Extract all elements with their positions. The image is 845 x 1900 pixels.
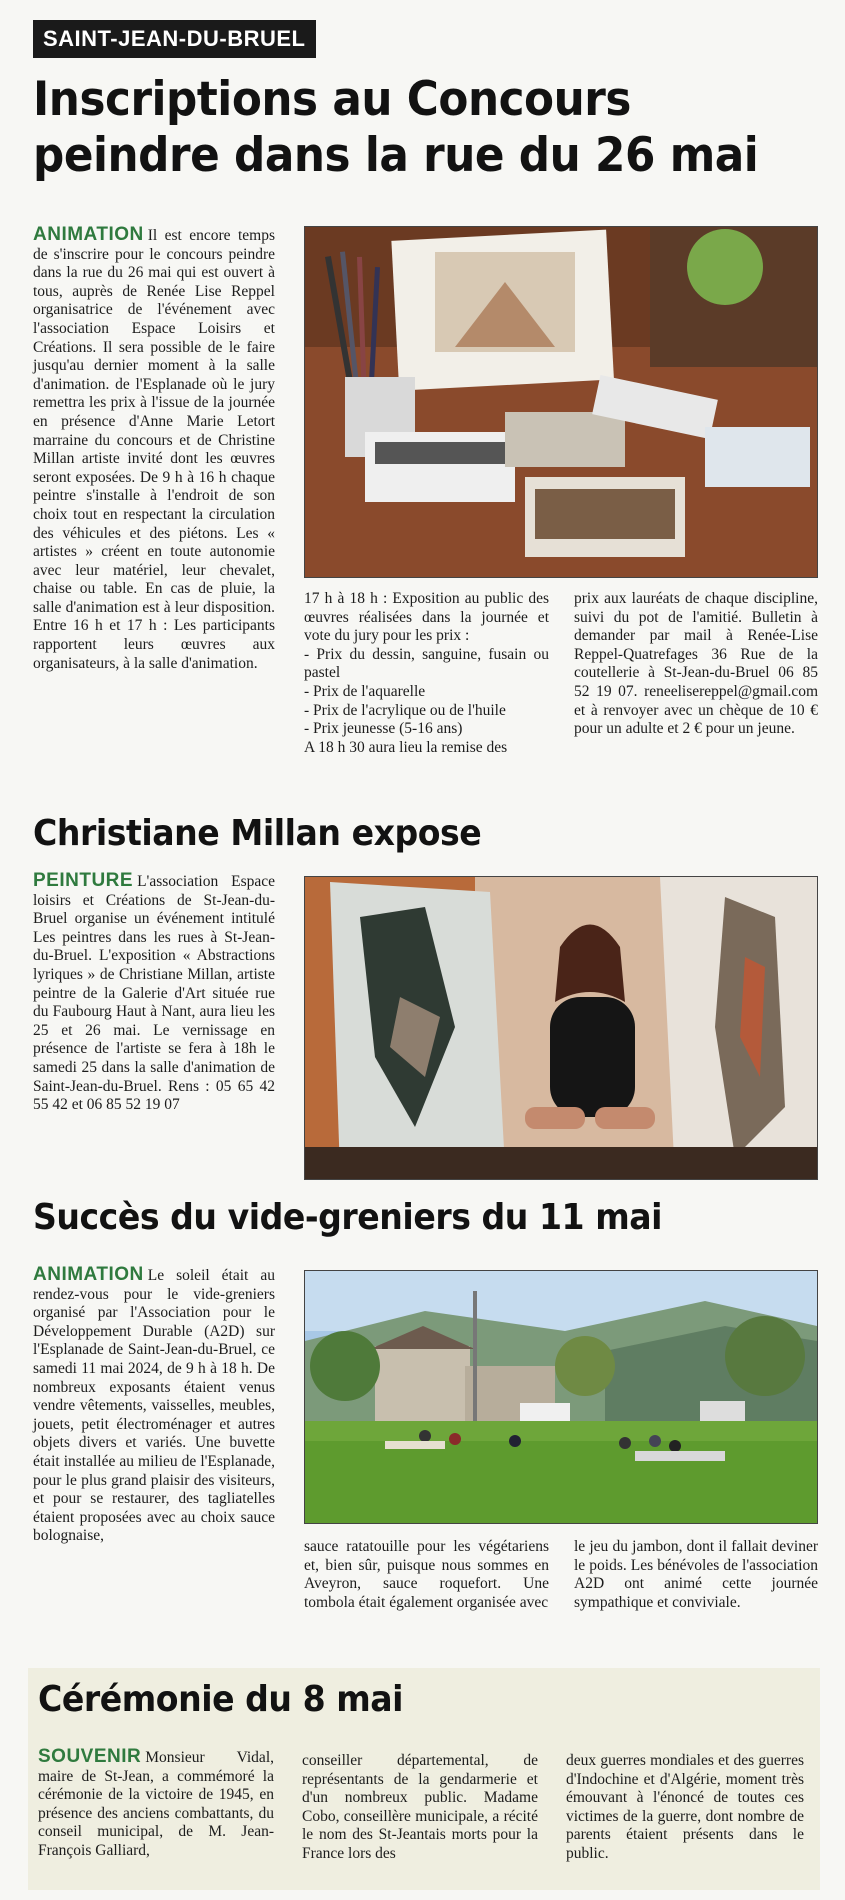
flea-market-image <box>305 1271 817 1523</box>
article4-kicker: SOUVENIR <box>38 1746 142 1767</box>
article2-kicker: PEINTURE <box>33 870 134 891</box>
article1-kicker: ANIMATION <box>33 224 144 245</box>
painting-supplies-image <box>305 227 817 577</box>
article3-col1-text: Le soleil était au rendez-vous pour le vide-greniers organisé par l'Association pour le Développement Durable (A2D) sur l'Esplanade de Saint-Jean-du-Bruel, ce samedi 11 mai 2024, de 9 h à 18 h. De nombreux exposants étaient venus vendre vêtements, vaisselles, meubles, jouets, petit électroménager et autres objets divers et variés. Une buvette était installée au milieu de l'Esplanade, pour le plus grand plaisir des visiteurs, et pour se restaurer, des tagliatelles étaient proposées avec au choix sauce bolognaise, <box>33 1267 275 1545</box>
article2-body <box>33 872 275 1115</box>
article1-col2 <box>304 590 549 757</box>
article2-body-text: L'association Espace loisirs et Créations de St-Jean-du-Bruel organise un événement intitulé Les peintres dans les rues à St-Jean-du-Bruel. L'exposition « Abstractions lyriques » de Christiane Millan, artiste peintre de la Galerie d'Art située rue du Faubourg Haut à Nant, aura lieu les 25 et 26 mai. Le vernissage en présence de l'artiste se fera à 18h le samedi 25 dans la salle d'animation de Saint-Jean-du-Bruel. Rens : 05 65 42 55 42 et 06 85 52 19 07 <box>33 873 275 1114</box>
article1-headline-line1: Inscriptions au Concours <box>33 72 631 127</box>
article3-headline: Succès du vide-greniers du 11 mai <box>33 1197 663 1238</box>
prize-item: - Prix jeunesse (5-16 ans) <box>304 720 463 738</box>
article4-col3: deux guerres mondiales et des guerres d'Indochine et d'Algérie, moment très émouvant à l'énoncé de toutes ces victimes de la guerre, dont nombre de parents étaient présents dans le public. <box>566 1752 804 1862</box>
article1-col2-end: A 18 h 30 aura lieu la remise des <box>304 738 508 756</box>
article4-col1 <box>38 1748 274 1861</box>
article3-col3: le jeu du jambon, dont il fallait deviner le poids. Les bénévoles de l'association A2D ont animé cette journée sympathique et conviviale. <box>574 1538 818 1611</box>
painting-supplies-photo <box>304 226 818 578</box>
article3-col1 <box>33 1266 275 1546</box>
article1-col3: prix aux lauréats de chaque discipline, suivi du pot de l'amitié. Bulletin à demander par mail à Renée-Lise Reppel-Quatrefages 36 Rue de la coutellerie à St-Jean-du-Bruel 06 85 52 19 07. reneelisereppel@gmail.com et à renvoyer avec un chèque de 10 € pour un adulte et 2 € pour un jeune. <box>574 590 818 738</box>
article3-kicker: ANIMATION <box>33 1264 144 1285</box>
prize-item: - Prix du dessin, sanguine, fusain ou pastel <box>304 645 549 682</box>
article1-col1 <box>33 226 275 673</box>
article4-headline: Cérémonie du 8 mai <box>38 1679 404 1720</box>
flea-market-photo <box>304 1270 818 1524</box>
prize-item: - Prix de l'acrylique ou de l'huile <box>304 701 506 719</box>
prize-item: - Prix de l'aquarelle <box>304 682 426 700</box>
article3-col2: sauce ratatouille pour les végétariens et, bien sûr, puisque nous sommes en Aveyron, sauce roquefort. Une tombola était également organisée avec <box>304 1538 549 1611</box>
artist-exhibition-photo <box>304 876 818 1180</box>
article2-headline: Christiane Millan expose <box>33 813 482 854</box>
article1-headline-line2: peindre dans la rue du 26 mai <box>33 128 759 183</box>
article1-col2-intro: 17 h à 18 h : Exposition au public des œuvres réalisées dans la journée et vote du jury pour les prix : <box>304 590 549 645</box>
artist-exhibition-image <box>305 877 817 1179</box>
article1-headline <box>33 72 768 184</box>
section-tag: SAINT-JEAN-DU-BRUEL <box>33 20 316 58</box>
article1-col1-text: Il est encore temps de s'inscrire pour le concours peindre dans la rue du 26 mai qui est ouvert à tous, auprès de Renée Lise Reppel organisatrice de l'événement avec l'association Espace Loisirs et Créations. Il sera possible de le faire jusqu'au dernier moment à la salle d'animation. de l'Esplanade où le jury remettra les prix à l'issue de la journée en présence d'Anne Marie Letort marraine du concours et de Christine Millan artiste invité dont les œuvres seront exposées. De 9 h à 16 h chaque peintre s'installe à l'endroit de son choix tout en respectant la circulation des véhicules et des piétons. Les « artistes » créent en toute autonomie avec leur matériel, leur chevalet, chaise ou table. En cas de pluie, la salle d'animation est à leur disposition. Entre 16 h et 17 h : Les participants rapportent leurs œuvres aux organisateurs, à la salle d'animation. <box>33 227 275 672</box>
article4-col1-text: Monsieur Vidal, maire de St-Jean, a commémoré la cérémonie de la victoire de 1945, en présence des anciens combattants, du conseil municipal, de M. Jean-François Galliard, <box>38 1749 274 1859</box>
article4-col2: conseiller départemental, de représentants de la gendarmerie et d'un nombreux public. Madame Cobo, conseillère municipale, a récité le nom des St-Jeantais morts pour la France lors des <box>302 1752 538 1862</box>
